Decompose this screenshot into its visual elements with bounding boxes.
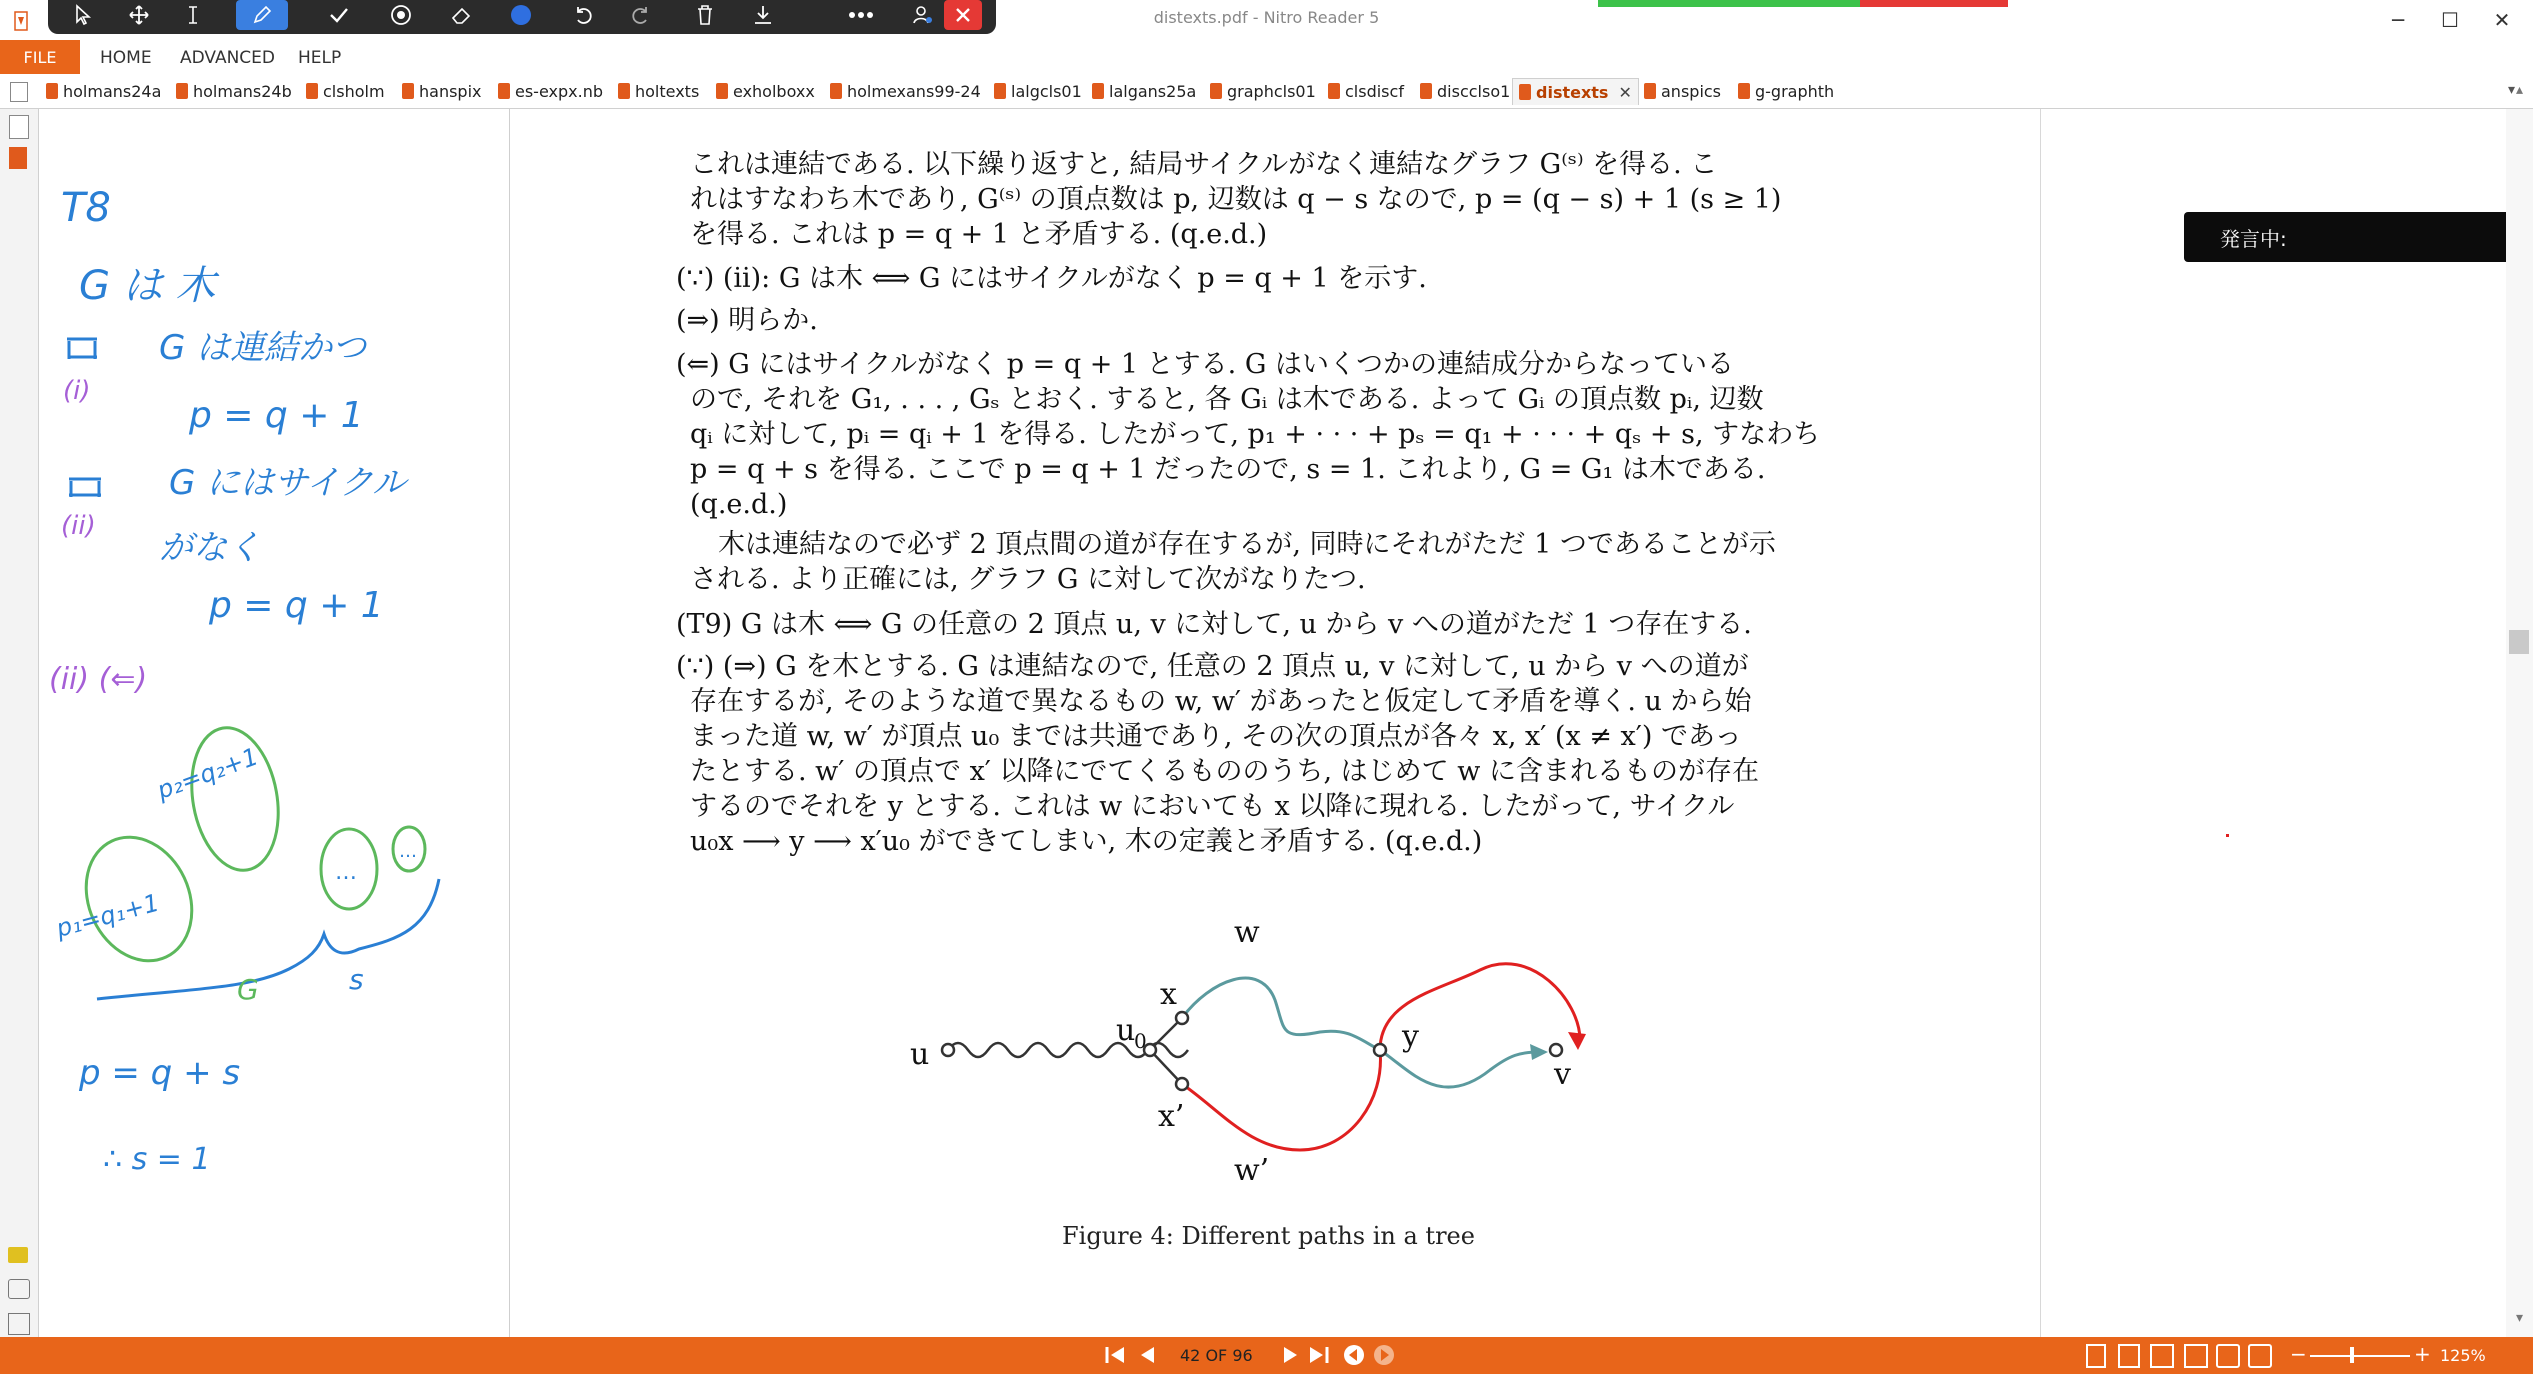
tab-clsdiscf[interactable]: clsdiscf [1328, 78, 1404, 104]
tab-es-expx[interactable]: es-expx.nb [498, 78, 603, 104]
pen-toolbar [48, 0, 996, 34]
doc-line: (q.e.d.) [690, 489, 788, 520]
tab-exholboxx[interactable]: exholboxx [716, 78, 815, 104]
comments-icon[interactable] [8, 1247, 28, 1263]
tab-holmexans99-24[interactable]: holmexans99-24 [830, 78, 981, 104]
node-x [1176, 1012, 1188, 1024]
status-bar-green [1598, 0, 1860, 7]
text-cursor-icon[interactable] [170, 0, 216, 30]
menu-advanced[interactable]: ADVANCED [180, 48, 276, 68]
last-page-icon[interactable] [1308, 1344, 1330, 1370]
doc-line: たとする. w′ の頂点で x′ 以降にでてくるもののうち, はじめて w に含まれるものが存在 [690, 756, 1759, 787]
path-w [1182, 978, 1540, 1087]
speech-label: 発言中: [2220, 226, 2287, 251]
download-icon[interactable] [740, 0, 786, 30]
color-dot-icon[interactable] [498, 0, 544, 30]
doc-line: を得る. これは p = q + 1 と矛盾する. (q.e.d.) [690, 219, 1268, 250]
page-right-margin [2040, 109, 2533, 1337]
tab-holtexts[interactable]: holtexts [618, 78, 699, 104]
note-s-eq-1: ∴ s = 1 [103, 1142, 211, 1177]
back-view-icon[interactable] [1342, 1343, 1366, 1371]
note-p2: p₂=q₂+1 [153, 742, 262, 805]
status-bar-red [1860, 0, 2008, 7]
pdf-icon [402, 83, 414, 99]
layers-icon[interactable] [8, 1313, 30, 1335]
pdf-icon [1092, 83, 1104, 99]
scrollbar-thumb[interactable] [2509, 630, 2529, 654]
tab-holmans24b[interactable]: holmans24b [176, 78, 292, 104]
page-indicator[interactable]: 42 OF 96 [1180, 1346, 1253, 1365]
label-w: w [1234, 915, 1260, 950]
label-u0: u [1116, 1013, 1136, 1048]
scroll-down-icon[interactable]: ▾ [2515, 1310, 2524, 1326]
doc-line: 木は連結なので必ず 2 頂点間の道が存在するが, 同時にそれがただ 1 つであることが示 [718, 529, 1776, 560]
label-y: y [1402, 1019, 1419, 1054]
select-arrow-icon[interactable] [60, 0, 106, 30]
doc-line: 存在するが, そのような道で異なるもの w, w′ があったと仮定して矛盾を導く. u から始 [690, 686, 1752, 717]
zoom-level[interactable]: 125% [2440, 1346, 2486, 1365]
zoom-in-button[interactable]: + [2414, 1342, 2431, 1366]
check-icon[interactable] [316, 0, 362, 30]
menu-help[interactable]: HELP [298, 48, 342, 68]
redo-icon[interactable] [618, 0, 664, 30]
doc-line: するのでそれを y とする. これは w においても x 以降に現れる. したがって, サイクル [690, 791, 1735, 822]
tree-paths-figure [880, 900, 1620, 1200]
continuous-view-icon[interactable] [2118, 1344, 2140, 1368]
label-x: x [1160, 977, 1177, 1012]
note-ii-text1: G にはサイクル [169, 463, 407, 503]
note-i-eq: p = q + 1 [189, 395, 364, 436]
pdf-icon [1644, 83, 1656, 99]
continuous-facing-view-icon[interactable] [2184, 1344, 2208, 1368]
doc-line: (⇐) G にはサイクルがなく p = q + 1 とする. G はいくつかの連結成分からなっている [676, 349, 1734, 380]
settings-icon[interactable] [900, 0, 946, 30]
tab-distexts[interactable]: distexts ✕ [1512, 78, 1639, 105]
node-y [1374, 1044, 1386, 1056]
note-g-label: G [237, 973, 259, 1006]
tab-list-chevron-icon[interactable]: ▾ [2508, 82, 2516, 98]
pen-icon[interactable] [236, 0, 288, 30]
red-dot-mark [2226, 834, 2229, 837]
note-t8: T8 [61, 185, 111, 231]
bookmarks-panel-icon[interactable] [9, 147, 27, 169]
label-v: v [1554, 1057, 1571, 1092]
note-ii-left: (ii) (⇐) [49, 662, 148, 697]
scroll-up-icon[interactable]: ▴ [2515, 82, 2524, 98]
pdf-icon [46, 83, 58, 99]
fit-width-icon[interactable] [2216, 1344, 2240, 1368]
pdf-icon [1738, 83, 1750, 99]
vertical-scrollbar[interactable] [2506, 109, 2533, 1337]
pdf-icon [618, 83, 630, 99]
pdf-icon [1519, 84, 1531, 100]
note-dots-2: … [399, 841, 417, 862]
note-g-is-tree: G は 木 [79, 263, 216, 309]
doc-line: (∵) (⇒) G を木とする. G は連結なので, 任意の 2 頂点 u, v に対して, u から v への道が [676, 651, 1749, 682]
single-page-view-icon[interactable] [2086, 1344, 2106, 1368]
window-title: distexts.pdf - Nitro Reader 5 [1153, 8, 1380, 27]
note-i-mark: (i) [63, 376, 91, 406]
component-circle [181, 721, 289, 877]
pdf-icon [1210, 83, 1222, 99]
node-x-prime [1176, 1078, 1188, 1090]
doc-line: (⇒) 明らか. [676, 305, 818, 336]
close-window-button[interactable]: ✕ [2493, 8, 2511, 32]
doc-line: (T9) G は木 ⟺ G の任意の 2 頂点 u, v に対して, u から v への道がただ 1 つ存在する. [676, 609, 1752, 640]
move-icon[interactable] [116, 0, 162, 30]
zoom-slider-thumb[interactable] [2350, 1347, 2354, 1363]
doc-line: これは連結である. 以下繰り返すと, 結局サイクルがなく連結なグラフ G⁽ˢ⁾ を得る. こ [690, 149, 1718, 180]
page-thumb-icon[interactable] [10, 82, 28, 102]
tab-lalgans25a[interactable]: lalgans25a [1092, 78, 1196, 104]
doc-line: qᵢ に対して, pᵢ = qᵢ + 1 を得る. したがって, p₁ + · · · + pₛ = q₁ + · · · + qₛ + s, すなわち [690, 419, 1821, 450]
tab-hanspix[interactable]: hanspix [402, 78, 482, 104]
note-dots: … [335, 860, 357, 885]
target-icon[interactable] [378, 0, 424, 30]
pdf-icon [716, 83, 728, 99]
tab-clsholm[interactable]: clsholm [306, 78, 385, 104]
pdf-icon [1420, 83, 1432, 99]
trash-icon[interactable] [682, 0, 728, 30]
first-page-icon[interactable] [1104, 1344, 1126, 1370]
handwritten-notes-panel[interactable] [39, 109, 510, 1337]
path-w-arrowhead [1530, 1044, 1548, 1060]
note-i-text: G は連結かつ [159, 328, 367, 368]
pdf-icon [498, 83, 510, 99]
doc-line: u₀x ⟶ y ⟶ x′u₀ ができてしまい, 木の定義と矛盾する. (q.e.d.) [690, 826, 1483, 857]
menu-home[interactable]: HOME [100, 48, 152, 68]
figure-caption: Figure 4: Different paths in a tree [1062, 1222, 1475, 1250]
pdf-icon [306, 83, 318, 99]
facing-view-icon[interactable] [2150, 1344, 2174, 1368]
label-w-prime: w’ [1234, 1153, 1270, 1188]
tab-holmans24a[interactable]: holmans24a [46, 78, 161, 104]
doc-line: (∵) (ii): G は木 ⟺ G にはサイクルがなく p = q + 1 を示す. [676, 263, 1427, 294]
doc-line: まった道 w, w′ が頂点 u₀ までは共通であり, その次の頂点が各々 x, x′ (x ≠ x′) であっ [690, 721, 1742, 752]
tab-anspics[interactable]: anspics [1644, 78, 1721, 104]
node-v [1550, 1044, 1562, 1056]
pdf-icon [176, 83, 188, 99]
maximize-button[interactable]: ☐ [2441, 8, 2459, 32]
tab-discclso1[interactable]: discclso1 [1420, 78, 1510, 104]
doc-line: p = q + s を得る. ここで p = q + 1 だったので, s = 1. これより, G = G₁ は木である. [690, 454, 1766, 485]
prev-page-icon[interactable] [1136, 1344, 1158, 1370]
pdf-icon [1328, 83, 1340, 99]
tab-lalgcls01[interactable]: lalgcls01 [994, 78, 1082, 104]
pages-panel-icon[interactable] [9, 115, 29, 139]
attachments-icon[interactable] [8, 1279, 30, 1299]
label-x-prime: x’ [1158, 1099, 1185, 1134]
iff-mark-icon [69, 479, 101, 497]
note-ii-mark: (ii) [61, 511, 96, 541]
iff-mark-icon [67, 339, 97, 359]
more-icon[interactable] [838, 0, 884, 30]
doc-line: れはすなわち木であり, G⁽ˢ⁾ の頂点数は p, 辺数は q − s なので, p = (q − s) + 1 (s ≥ 1) [690, 184, 1782, 215]
next-page-icon[interactable] [1280, 1344, 1302, 1370]
zoom-out-button[interactable]: − [2290, 1342, 2307, 1366]
eraser-icon[interactable] [438, 0, 484, 30]
speech-overlay [2184, 212, 2524, 262]
menu-bar [0, 40, 2533, 74]
note-ii-text2: がなく [159, 528, 261, 568]
left-tool-strip [0, 109, 39, 1337]
pdf-icon [830, 83, 842, 99]
fit-page-icon[interactable] [2248, 1344, 2272, 1368]
note-p1: p₁=q₁+1 [53, 888, 163, 943]
tab-g-graphth[interactable]: g-graphth [1738, 78, 1834, 104]
node-u [942, 1044, 954, 1056]
tab-graphcls01[interactable]: graphcls01 [1210, 78, 1316, 104]
doc-line: される. より正確には, グラフ G に対して次がなりたつ. [690, 564, 1366, 595]
path-w-prime-arrowhead [1568, 1032, 1586, 1050]
note-s-label: s [349, 963, 364, 996]
undo-icon[interactable] [560, 0, 606, 30]
label-u: u [910, 1037, 930, 1072]
menu-file[interactable]: FILE [0, 40, 80, 74]
note-ii-eq: p = q + 1 [209, 585, 384, 626]
tab-close-icon[interactable]: ✕ [1618, 82, 1632, 102]
zoom-slider[interactable] [2310, 1355, 2410, 1357]
doc-line: ので, それを G₁, . . . , Gₛ とおく. すると, 各 Gᵢ は木である. よって Gᵢ の頂点数 pᵢ, 辺数 [690, 384, 1764, 415]
note-p-eq-qs: p = q + s [79, 1053, 241, 1093]
forward-view-icon[interactable] [1372, 1343, 1396, 1371]
label-u0-sub: 0 [1134, 1029, 1147, 1053]
minimize-button[interactable]: ─ [2391, 8, 2405, 32]
pdf-icon [994, 83, 1006, 99]
close-icon[interactable] [944, 0, 982, 30]
